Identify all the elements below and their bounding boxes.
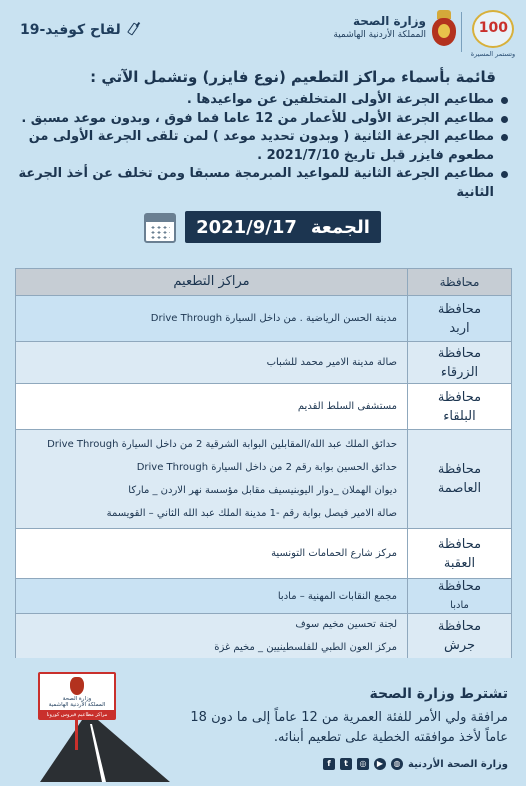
covid-vaccine-label xyxy=(20,22,141,38)
centennial-caption: وتستمر المسيرة xyxy=(470,50,516,58)
covid-label-text: لقاح كوفيد-19 xyxy=(20,22,121,38)
table-header xyxy=(16,269,511,295)
center-name: صالة مدينة الامير محمد للشباب xyxy=(266,357,397,368)
date-day: الجمعة xyxy=(310,216,370,238)
governorate-name: البلقاء xyxy=(443,408,476,424)
list-item: مطاعيم الجرعة الأولى المتخلفين عن مواعيدها . xyxy=(14,91,510,110)
governorate-prefix: محافظة xyxy=(437,301,482,317)
governorate-cell xyxy=(407,430,511,528)
center-name: ديوان الهملان _دوار اليوبنيسيف مقابل مؤسسة نهر الاردن _ ماركا xyxy=(128,485,397,496)
center-name: مدينة الحسن الرياضية . من داخل السيارة Drive Through xyxy=(150,313,397,324)
centers-cell xyxy=(16,430,407,528)
table-row xyxy=(16,295,511,341)
header-divider xyxy=(461,12,462,52)
governorate-cell xyxy=(407,296,511,341)
syringe-icon xyxy=(127,22,141,38)
ministry-subtitle: المملكة الأردنية الهاشمية xyxy=(333,30,426,40)
list-item: مطاعيم الجرعة الثانية ( وبدون تحديد موعد ) لمن تلقى الجرعة الأولى من مطعوم فايزر قبل تاريخ 2021/7/10 . xyxy=(14,128,510,165)
condition-text: مرافقة ولي الأمر للفئة العمرية من 12 عاماً إلى ما دون 18 عاماً لأخذ موافقته الخطية على تطعيم أبنائه. xyxy=(190,710,508,745)
col-centers-header: مراكز التطعيم xyxy=(173,274,250,289)
governorate-cell xyxy=(407,529,511,578)
governorate-prefix: محافظة xyxy=(437,619,482,634)
governorate-cell xyxy=(407,342,511,383)
calendar-icon xyxy=(144,213,176,243)
ministry-name: وزارة الصحة xyxy=(352,14,426,28)
center-name: مستشفى السلط القديم xyxy=(297,401,397,412)
governorate-name: العقبة xyxy=(443,555,476,571)
road-icon xyxy=(20,720,180,782)
center-name: صالة الامير فيصل بوابة رقم -1 مدينة الملك عبد الله الثاني – القويسمة xyxy=(106,508,397,519)
sign-line-1: وزارة الصحة xyxy=(62,696,92,702)
centers-cell xyxy=(16,384,407,429)
road-sign-illustration xyxy=(20,672,180,782)
center-name: مركز العون الطبي للفلسطينيين _ مخيم غزة xyxy=(214,642,397,653)
col-governorate-header: محافظة xyxy=(407,269,511,295)
centers-cell xyxy=(16,579,407,613)
governorate-prefix: محافظة xyxy=(437,462,482,477)
center-name: لجنة تحسين مخيم سوف xyxy=(295,619,397,630)
date-value: 2021/9/17 xyxy=(196,216,297,238)
sign-line-3: مراكز مطاعيم فيروس كورونا xyxy=(40,710,114,720)
centers-cell xyxy=(16,529,407,578)
list-item: مطاعيم الجرعة الأولى للأعمار من 12 عاما فما فوق ، وبدون موعد مسبق . xyxy=(14,110,510,129)
center-name: حدائق الملك عبد الله/المقابلين البوابة الشرقية 2 من داخل السيارة Drive Through xyxy=(47,439,397,450)
sign-crest-icon xyxy=(70,677,84,695)
condition-title: تشترط وزارة الصحة xyxy=(369,686,508,702)
header xyxy=(0,0,526,62)
bullet-list xyxy=(14,91,510,202)
governorate-cell xyxy=(407,614,511,658)
centers-cell xyxy=(16,296,407,341)
centers-table xyxy=(15,268,512,658)
date-banner xyxy=(185,211,381,243)
centennial-logo xyxy=(468,8,518,60)
table-row xyxy=(16,341,511,383)
table-row xyxy=(16,528,511,578)
governorate-prefix: محافظة xyxy=(437,579,482,594)
sign-line-2: المملكة الأردنية الهاشمية xyxy=(48,702,106,708)
instagram-icon[interactable]: ◎ xyxy=(357,758,369,770)
table-row xyxy=(16,383,511,429)
center-name: حدائق الحسين بوابة رقم 2 من داخل السيارة Drive Through xyxy=(136,462,397,473)
social-bar xyxy=(323,758,508,770)
governorate-name: جرش xyxy=(443,638,476,653)
governorate-name: الزرقاء xyxy=(440,364,479,380)
table-row xyxy=(16,578,511,613)
list-item: مطاعيم الجرعة الثانية للمواعيد المبرمجة مسبقا ومن تخلف عن أخذ الجرعة الثانية xyxy=(14,165,510,202)
governorate-name: العاصمة xyxy=(437,481,482,496)
ministry-block xyxy=(333,14,426,40)
table-row xyxy=(16,613,511,658)
governorate-cell xyxy=(407,384,511,429)
centers-cell xyxy=(16,614,407,658)
governorate-cell xyxy=(407,579,511,613)
center-name: مركز شارع الحمامات التونسية xyxy=(271,548,397,559)
sign-board xyxy=(38,672,116,720)
youtube-icon[interactable]: ▶ xyxy=(374,758,386,770)
centers-cell xyxy=(16,342,407,383)
governorate-prefix: محافظة xyxy=(437,536,482,552)
sign-pole xyxy=(75,720,78,750)
table-row xyxy=(16,429,511,528)
social-label: وزارة الصحة الأردنية xyxy=(408,758,508,770)
governorate-prefix: محافظة xyxy=(437,345,482,361)
governorate-name: مادبا xyxy=(450,600,469,611)
center-name: مجمع النقابات المهنية – مادبا xyxy=(277,590,397,602)
globe-icon[interactable]: ◍ xyxy=(391,758,403,770)
facebook-icon[interactable]: f xyxy=(323,758,335,770)
governorate-prefix: محافظة xyxy=(437,389,482,405)
governorate-name: اربد xyxy=(449,320,470,336)
jordan-crest-icon xyxy=(432,10,456,50)
headline: قائمة بأسماء مراكز التطعيم (نوع فايزر) وتشمل الآتي : xyxy=(90,68,496,86)
centennial-number: 100 xyxy=(478,20,508,36)
twitter-icon[interactable]: t xyxy=(340,758,352,770)
